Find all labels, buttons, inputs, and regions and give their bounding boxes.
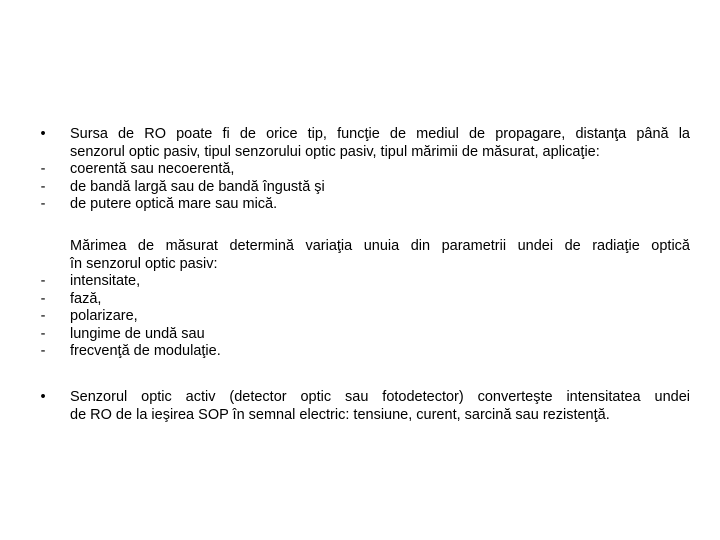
list-item-text: intensitate, [70,273,141,289]
paragraph-continuation [0,256,720,274]
section-active-sensor [0,389,720,424]
dash-marker: - [40,308,46,324]
dash-marker: - [40,161,46,177]
list-item-text: polarizare, [70,308,138,324]
bullet-paragraph [0,389,720,407]
paragraph-line: Sursa de RO poate fi de orice tip, funcţie de mediul de propagare, distanţa până la [70,126,690,142]
list-item [0,326,720,344]
bullet-paragraph [0,126,720,144]
paragraph [0,238,720,256]
list-item [0,196,720,214]
list-item-text: lungime de undă sau [70,325,205,342]
list-item-text: frecvenţă de modulaţie. [70,343,221,359]
dash-marker: - [40,290,46,307]
bullet-marker: • [40,126,46,142]
paragraph-line: de RO de la ieşirea SOP în semnal electric: tensiune, curent, sarcină sau rezistenţă. [70,406,610,423]
list-item-text: fază, [70,290,102,307]
dash-marker: - [40,196,46,212]
list-item-text: coerentă sau necoerentă, [70,161,235,177]
list-item [0,179,720,197]
dash-marker: - [40,273,46,289]
list-item [0,308,720,326]
paragraph-continuation [0,407,720,425]
list-item [0,273,720,291]
list-item [0,291,720,309]
dash-marker: - [40,178,46,195]
paragraph-line: Senzorul optic activ (detector optic sau fotodetector) converteşte intensitatea undei [70,389,690,405]
section-measured-quantity [0,238,720,361]
dash-marker: - [40,325,46,342]
bullet-marker: • [40,389,46,405]
section-source-types [0,126,720,214]
list-item-text: de putere optică mare sau mică. [70,196,278,212]
dash-marker: - [40,343,46,359]
paragraph-line: senzorul optic pasiv, tipul senzorului optic pasiv, tipul mărimii de măsurat, aplicaţie: [70,143,600,160]
list-item-text: de bandă largă sau de bandă îngustă şi [70,178,325,195]
list-item [0,161,720,179]
paragraph-continuation [0,144,720,162]
list-item [0,343,720,361]
paragraph-line: Mărimea de măsurat determină variaţia unuia din parametrii undei de radiaţie optică [70,238,690,254]
paragraph-line: în senzorul optic pasiv: [70,255,218,272]
